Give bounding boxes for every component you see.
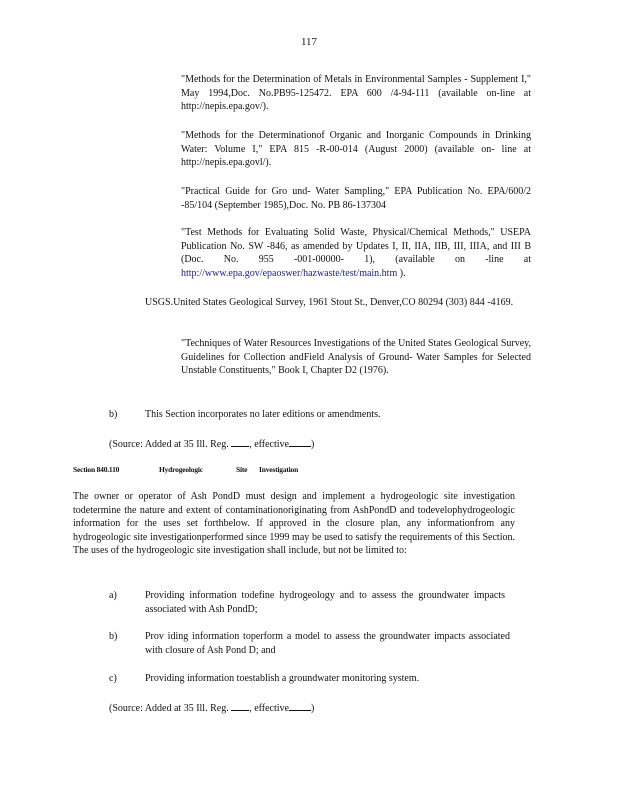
register-blank — [231, 436, 249, 447]
source-note-suffix: ) — [311, 703, 315, 714]
page-number: 117 — [300, 36, 318, 48]
list-item-c-text: Providing information toestablish a groundwater monitoring system. — [145, 673, 420, 684]
reference-usgs-techniques: "Techniques of Water Resources Investigations of the United States Geological Survey, Guidelines for Collection andField Analysis of Ground- Water Samples for Selected Unstable Constituents," Book I, Chapter D2 (1976). — [181, 338, 531, 376]
section-number: Section 840.110 — [73, 465, 120, 474]
section-title-word-1: Hydrogeologic — [159, 465, 203, 474]
usgs-organization: USGS.United States Geological Survey, 1961 Stout St., Denver,CO 80294 (303) 844 -4169. — [145, 297, 514, 308]
source-note-bottom — [109, 700, 314, 716]
incorporation-statement: This Section incorporates no later editions or amendments. — [145, 409, 381, 420]
list-item-a-marker: a) — [109, 590, 117, 601]
section-title-word-3: Investigation — [259, 465, 299, 474]
register-blank — [231, 700, 249, 711]
effective-date-blank — [289, 700, 311, 711]
reference-metals: "Methods for the Determination of Metals in Environmental Samples - Supplement I," May 1994,Doc. No.PB95-125472. EPA 600 /4-94-111 (available on-line at http://nepis.epa.gov/). — [181, 74, 531, 112]
epa-test-methods-link[interactable]: http://www.epa.gov/epaoswer/hazwaste/test/main.htm — [181, 267, 398, 279]
list-item-a-text: Providing information todefine hydrogeology and to assess the groundwater impacts associated with Ash PondD; — [145, 590, 505, 615]
list-item-c-marker: c) — [109, 673, 117, 684]
source-note-top — [109, 436, 314, 452]
reference-drinking-water: "Methods for the Determinationof Organic and Inorganic Compounds in Drinking Water: Volume I," EPA 815 -R-00-014 (August 2000) (available on- line at http://nepis.epa.govl/). — [181, 130, 531, 168]
reference-groundwater-sampling: "Practical Guide for Gro und- Water Sampling," EPA Publication No. EPA/600/2 -85/104 (September 1985),Doc. No. PB 86-137304 — [181, 186, 531, 211]
reference-test-methods-text: "Test Methods for Evaluating Solid Waste, Physical/Chemical Methods," USEPA Publication No. SW -846, as amended by Updates I, II, IIA, IIB, III, IIIA, and III B (Doc. No. 955 -001-00000- 1), (available on -line at — [181, 227, 531, 265]
source-note-middle: , effective — [249, 703, 289, 714]
source-note-prefix: (Source: Added at 35 Ill. Reg. — [109, 703, 229, 714]
reference-test-methods — [181, 226, 531, 280]
source-note-prefix: (Source: Added at 35 Ill. Reg. — [109, 439, 229, 450]
reference-test-methods-end: ). — [399, 267, 406, 279]
effective-date-blank — [289, 436, 311, 447]
list-item-b-text: Prov iding information toperform a model to assess the groundwater impacts associated with closure of Ash Pond D; and — [145, 631, 510, 656]
section-body-paragraph: The owner or operator of Ash PondD must design and implement a hydrogeologic site investigation todetermine the nature and extent of contaminationoriginating from AshPondD and todevelophydrogeologic information for the uses set forthbelow. If approved in the closure plan, any informationfrom any hydrogeologic site investigationperformed since 1999 may be used to satisfy the requirements of this Section. The uses of the hydrogeologic site investigation shall include, but not be limited to: — [73, 491, 515, 556]
source-note-middle: , effective — [249, 439, 289, 450]
source-note-suffix: ) — [311, 439, 315, 450]
list-item-b-marker: b) — [109, 631, 118, 642]
section-title-word-2: Site — [236, 465, 248, 474]
item-b-marker: b) — [109, 409, 118, 420]
